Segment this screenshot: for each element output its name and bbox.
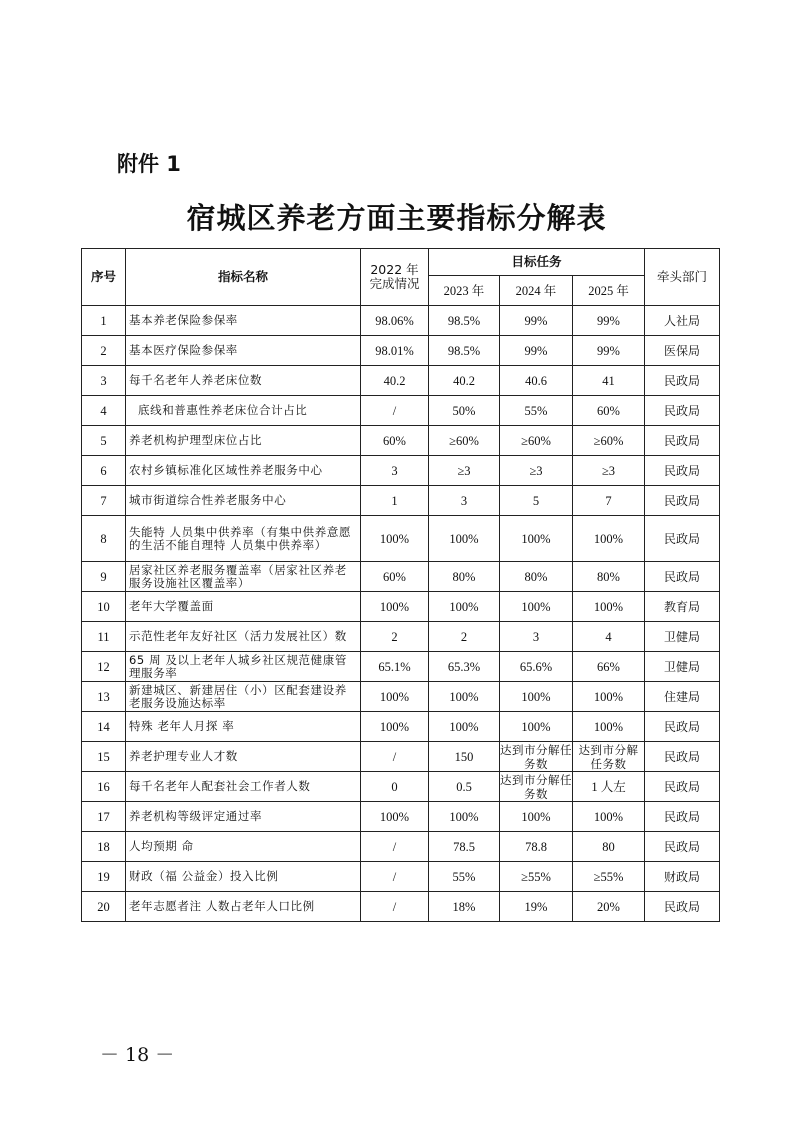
attachment-label: 附件 1 [117, 152, 181, 176]
cell-v2024: 100% [500, 592, 573, 622]
cell-name: 养老机构等级评定通过率 [126, 802, 361, 832]
cell-v2025: 99% [573, 336, 645, 366]
cell-seq: 3 [82, 366, 126, 396]
cell-v2023: 0.5 [429, 772, 500, 802]
cell-v2022: 2 [361, 622, 429, 652]
cell-seq: 7 [82, 486, 126, 516]
cell-name: 失能特 人员集中供养率（有集中供养意愿的生活不能自理特 人员集中供养率） [126, 516, 361, 562]
cell-seq: 8 [82, 516, 126, 562]
cell-seq: 18 [82, 832, 126, 862]
cell-v2024: 100% [500, 516, 573, 562]
cell-dept: 民政局 [645, 892, 720, 922]
table-row [82, 592, 720, 622]
header-baseline-status: 完成情况 [369, 276, 420, 291]
page-title: 宿城区养老方面主要指标分解表 [186, 201, 607, 235]
cell-v2022: 1 [361, 486, 429, 516]
cell-v2025: 1 人左 [573, 772, 645, 802]
cell-name: 每千名老年人配套社会工作者人数 [126, 772, 361, 802]
cell-v2023: 100% [429, 802, 500, 832]
table-row [82, 772, 720, 802]
cell-dept: 民政局 [645, 426, 720, 456]
cell-name: 基本养老保险参保率 [126, 306, 361, 336]
cell-v2024: 100% [500, 682, 573, 712]
table-row [82, 682, 720, 712]
cell-dept: 财政局 [645, 862, 720, 892]
cell-v2025: 100% [573, 516, 645, 562]
cell-seq: 16 [82, 772, 126, 802]
cell-seq: 1 [82, 306, 126, 336]
cell-v2025: 60% [573, 396, 645, 426]
cell-v2023: 150 [429, 742, 500, 772]
cell-dept: 民政局 [645, 802, 720, 832]
cell-v2023: ≥3 [429, 456, 500, 486]
cell-seq: 13 [82, 682, 126, 712]
cell-dept: 卫健局 [645, 622, 720, 652]
cell-v2023: 50% [429, 396, 500, 426]
table-body [82, 306, 720, 922]
cell-seq: 5 [82, 426, 126, 456]
cell-seq: 2 [82, 336, 126, 366]
cell-v2024: 65.6% [500, 652, 573, 682]
cell-v2023: 98.5% [429, 336, 500, 366]
cell-v2023: 100% [429, 712, 500, 742]
cell-v2022: 100% [361, 712, 429, 742]
cell-v2025: 100% [573, 592, 645, 622]
cell-v2024: 99% [500, 306, 573, 336]
cell-v2022: / [361, 832, 429, 862]
cell-v2025: 100% [573, 682, 645, 712]
cell-seq: 12 [82, 652, 126, 682]
table-row [82, 652, 720, 682]
cell-dept: 民政局 [645, 742, 720, 772]
cell-v2022: / [361, 892, 429, 922]
cell-name: 示范性老年友好社区（活力发展社区）数 [126, 622, 361, 652]
cell-v2025: 100% [573, 712, 645, 742]
cell-v2025: 80% [573, 562, 645, 592]
table-row [82, 366, 720, 396]
cell-v2025: ≥3 [573, 456, 645, 486]
cell-name: 居家社区养老服务覆盖率（居家社区养老服务设施社区覆盖率） [126, 562, 361, 592]
cell-dept: 民政局 [645, 366, 720, 396]
header-seq: 序号 [82, 249, 126, 306]
header-2023: 2023 年 [429, 276, 500, 306]
table-row [82, 456, 720, 486]
cell-dept: 民政局 [645, 772, 720, 802]
cell-v2022: 100% [361, 682, 429, 712]
cell-seq: 6 [82, 456, 126, 486]
cell-v2025: 66% [573, 652, 645, 682]
cell-seq: 9 [82, 562, 126, 592]
table-row [82, 802, 720, 832]
cell-v2023: 3 [429, 486, 500, 516]
cell-name: 新建城区、新建居住（小）区配套建设养老服务设施达标率 [126, 682, 361, 712]
table-row [82, 486, 720, 516]
header-baseline-year: 2022 年 [370, 262, 419, 277]
cell-v2024: 100% [500, 802, 573, 832]
table-row [82, 336, 720, 366]
cell-v2024: 55% [500, 396, 573, 426]
cell-v2024: 3 [500, 622, 573, 652]
cell-v2022: / [361, 862, 429, 892]
cell-v2023: 55% [429, 862, 500, 892]
cell-name: 基本医疗保险参保率 [126, 336, 361, 366]
cell-v2024: 80% [500, 562, 573, 592]
cell-dept: 人社局 [645, 306, 720, 336]
cell-name: 农村乡镇标准化区域性养老服务中心 [126, 456, 361, 486]
header-2024: 2024 年 [500, 276, 573, 306]
cell-v2024: 19% [500, 892, 573, 922]
cell-dept: 卫健局 [645, 652, 720, 682]
cell-v2024: 100% [500, 712, 573, 742]
cell-v2024: ≥55% [500, 862, 573, 892]
cell-v2023: 65.3% [429, 652, 500, 682]
cell-seq: 11 [82, 622, 126, 652]
page-number: － 18 － [100, 1044, 175, 1066]
cell-name: 财政（福 公益金）投入比例 [126, 862, 361, 892]
cell-v2024: 99% [500, 336, 573, 366]
cell-seq: 17 [82, 802, 126, 832]
cell-seq: 20 [82, 892, 126, 922]
header-dept: 牵头部门 [645, 249, 720, 306]
table-row [82, 426, 720, 456]
table-row [82, 562, 720, 592]
cell-v2024: 达到市分解任务数 [500, 772, 572, 801]
cell-v2023: 100% [429, 516, 500, 562]
cell-v2023: ≥60% [429, 426, 500, 456]
cell-v2022: 100% [361, 516, 429, 562]
cell-dept: 教育局 [645, 592, 720, 622]
cell-v2023: 18% [429, 892, 500, 922]
cell-name: 人均预期 命 [126, 832, 361, 862]
cell-v2022: 40.2 [361, 366, 429, 396]
indicator-table [81, 248, 720, 922]
header-target-group: 目标任务 [429, 249, 645, 276]
cell-dept: 民政局 [645, 832, 720, 862]
cell-v2023: 78.5 [429, 832, 500, 862]
table-row [82, 516, 720, 562]
table-row [82, 862, 720, 892]
cell-dept: 民政局 [645, 516, 720, 562]
cell-name: 65 周 及以上老年人城乡社区规范健康管理服务率 [126, 652, 361, 682]
cell-v2025: 100% [573, 802, 645, 832]
cell-seq: 10 [82, 592, 126, 622]
cell-v2023: 100% [429, 682, 500, 712]
cell-v2022: / [361, 396, 429, 426]
table-row [82, 832, 720, 862]
cell-v2025: 41 [573, 366, 645, 396]
cell-v2024: ≥60% [500, 426, 573, 456]
cell-v2022: 60% [361, 562, 429, 592]
cell-name: 养老机构护理型床位占比 [126, 426, 361, 456]
cell-dept: 民政局 [645, 712, 720, 742]
cell-v2024: 5 [500, 486, 573, 516]
cell-v2024: 达到市分解任务数 [500, 742, 572, 771]
table-row [82, 396, 720, 426]
cell-v2024: 78.8 [500, 832, 573, 862]
cell-dept: 民政局 [645, 562, 720, 592]
cell-v2025: ≥60% [573, 426, 645, 456]
cell-name: 老年志愿者注 人数占老年人口比例 [126, 892, 361, 922]
cell-v2022: 3 [361, 456, 429, 486]
cell-dept: 医保局 [645, 336, 720, 366]
table-row [82, 892, 720, 922]
cell-v2023: 100% [429, 592, 500, 622]
cell-v2022: 0 [361, 772, 429, 802]
cell-v2022: 60% [361, 426, 429, 456]
cell-name: 老年大学覆盖面 [126, 592, 361, 622]
cell-v2022: 100% [361, 592, 429, 622]
cell-v2022: 98.06% [361, 306, 429, 336]
cell-v2025: 20% [573, 892, 645, 922]
cell-v2025: 80 [573, 832, 645, 862]
cell-seq: 19 [82, 862, 126, 892]
cell-dept: 民政局 [645, 396, 720, 426]
cell-v2025: 达到市分解任务数 [573, 742, 645, 772]
cell-v2024: ≥3 [500, 456, 573, 486]
cell-name: 特殊 老年人月探 率 [126, 712, 361, 742]
header-name: 指标名称 [126, 249, 361, 306]
cell-v2022: / [361, 742, 429, 772]
cell-v2025: 7 [573, 486, 645, 516]
cell-seq: 4 [82, 396, 126, 426]
cell-v2025: 4 [573, 622, 645, 652]
cell-v2023: 40.2 [429, 366, 500, 396]
cell-v2022: 100% [361, 802, 429, 832]
header-2025: 2025 年 [573, 276, 645, 306]
cell-name: 养老护理专业人才数 [126, 742, 361, 772]
cell-name: 每千名老年人养老床位数 [126, 366, 361, 396]
cell-v2025: ≥55% [573, 862, 645, 892]
cell-v2023: 2 [429, 622, 500, 652]
cell-v2024: 40.6 [500, 366, 573, 396]
cell-seq: 15 [82, 742, 126, 772]
table-row [82, 306, 720, 336]
cell-dept: 民政局 [645, 486, 720, 516]
cell-v2023: 80% [429, 562, 500, 592]
table-row [82, 742, 720, 772]
cell-v2022: 98.01% [361, 336, 429, 366]
cell-seq: 14 [82, 712, 126, 742]
cell-name: 底线和普惠性养老床位合计占比 [126, 396, 361, 426]
cell-dept: 民政局 [645, 456, 720, 486]
table-row [82, 712, 720, 742]
cell-v2022: 65.1% [361, 652, 429, 682]
table-row [82, 622, 720, 652]
header-baseline [361, 249, 429, 306]
cell-v2023: 98.5% [429, 306, 500, 336]
cell-v2025: 99% [573, 306, 645, 336]
cell-name: 城市街道综合性养老服务中心 [126, 486, 361, 516]
cell-dept: 住建局 [645, 682, 720, 712]
